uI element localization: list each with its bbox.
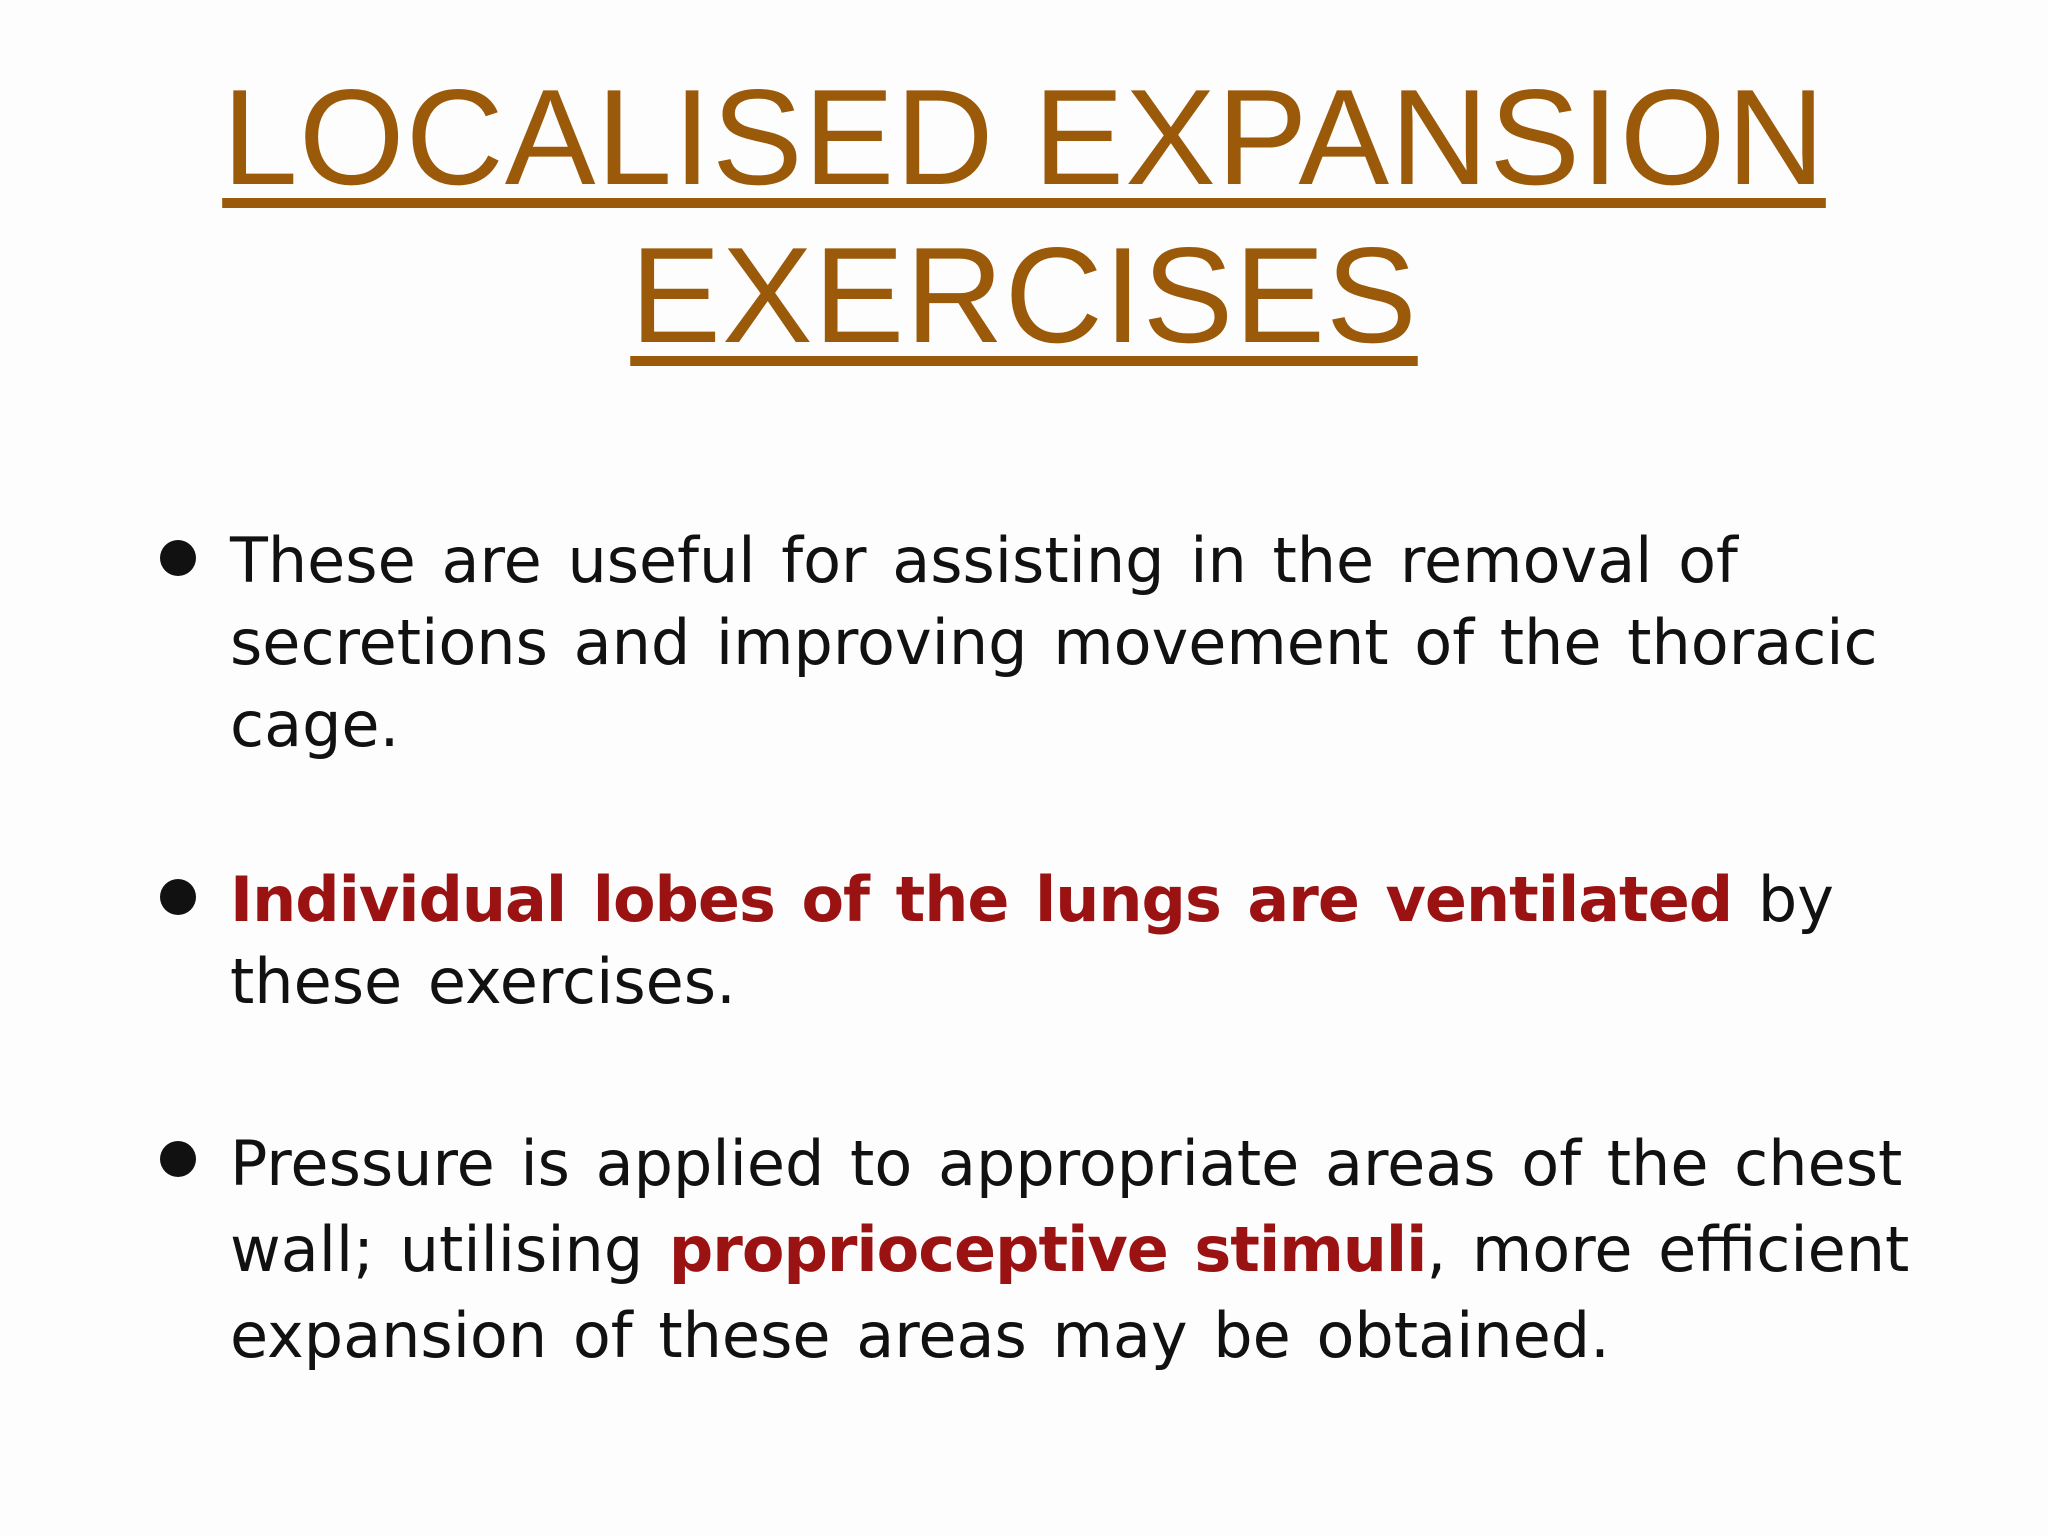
title-line-2: EXERCISES: [630, 219, 1418, 371]
bullet-dot-icon: [160, 540, 196, 576]
bullet-highlight: Individual lobes of the lungs are ventilated: [230, 863, 1733, 936]
bullet-text: These are useful for assisting in the removal of secretions and improving movement of the thoracic cage.: [230, 524, 1878, 761]
bullet-text-after: , more efficient expansion of these areas may be obtained.: [230, 1213, 1910, 1372]
bullet-text-before: Pressure is applied to appropriate areas of the chest wall; utilising: [230, 1127, 1903, 1286]
bullet-text-after: by these exercises.: [230, 863, 1834, 1018]
title-line-1: LOCALISED EXPANSION: [222, 61, 1826, 213]
bullet-dot-icon: [160, 879, 196, 915]
bullet-list: [160, 520, 1920, 1379]
bullet-dot-icon: [160, 1141, 196, 1177]
bullet-highlight: proprioceptive stimuli: [668, 1213, 1427, 1286]
bullet-item: [160, 520, 1920, 766]
slide-title: [0, 58, 2048, 374]
bullet-item: [160, 859, 1920, 1023]
bullet-item: [160, 1121, 1920, 1379]
